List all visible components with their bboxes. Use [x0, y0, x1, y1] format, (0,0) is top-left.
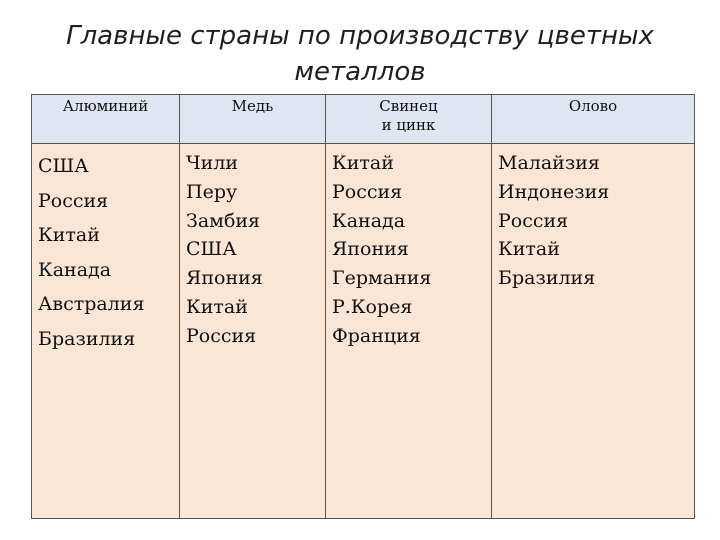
aluminum-country-list [32, 144, 179, 356]
list-item: Россия [498, 209, 569, 232]
list-item: Китай [332, 152, 394, 174]
list-item: Китай [498, 238, 560, 261]
list-item: Китай [186, 295, 248, 318]
list-item: Россия [186, 324, 257, 347]
header-lead-zinc-label-line-1: Свинец [379, 97, 438, 115]
list-item: Р.Корея [332, 295, 413, 318]
list-item: Австралия [38, 293, 145, 315]
metals-producers-table [31, 94, 695, 519]
header-tin-label: Олово [568, 97, 618, 115]
header-tin [492, 95, 695, 144]
aluminum-countries-cell [32, 144, 180, 519]
slide-title [60, 18, 660, 90]
list-item: Чили [186, 152, 239, 174]
tin-countries-cell [492, 144, 695, 519]
header-aluminum [32, 95, 180, 144]
copper-countries-cell [180, 144, 326, 519]
list-item: Германия [332, 267, 432, 290]
list-item: Канада [332, 209, 406, 232]
list-item: Бразилия [38, 327, 136, 350]
copper-country-list [180, 144, 325, 351]
list-item: Малайзия [498, 152, 600, 174]
list-item: Перу [186, 180, 238, 203]
header-lead-zinc [326, 95, 492, 144]
lead-zinc-countries-cell [326, 144, 492, 519]
table-body-row [32, 144, 695, 519]
list-item: Китай [38, 224, 100, 246]
list-item: Бразилия [498, 267, 596, 290]
list-item: Индонезия [498, 180, 610, 203]
tin-country-list [492, 144, 694, 293]
list-item: Япония [186, 267, 263, 290]
list-item: Канада [38, 258, 112, 281]
list-item: США [38, 155, 89, 177]
list-item: США [186, 238, 237, 261]
list-item: Россия [332, 180, 403, 203]
table-header-row [32, 95, 695, 144]
header-copper-label: Медь [231, 97, 274, 115]
list-item: Япония [332, 238, 409, 261]
header-copper [180, 95, 326, 144]
list-item: Замбия [186, 209, 261, 232]
header-aluminum-label: Алюминий [62, 97, 149, 115]
header-lead-zinc-label-line-2: и цинк [381, 116, 436, 134]
lead-zinc-country-list [326, 144, 491, 351]
slide-title-line-2: металлов [294, 57, 426, 87]
list-item: Франция [332, 324, 421, 347]
slide-title-line-1: Главные страны по производству цветных [66, 21, 654, 51]
list-item: Россия [38, 189, 109, 212]
